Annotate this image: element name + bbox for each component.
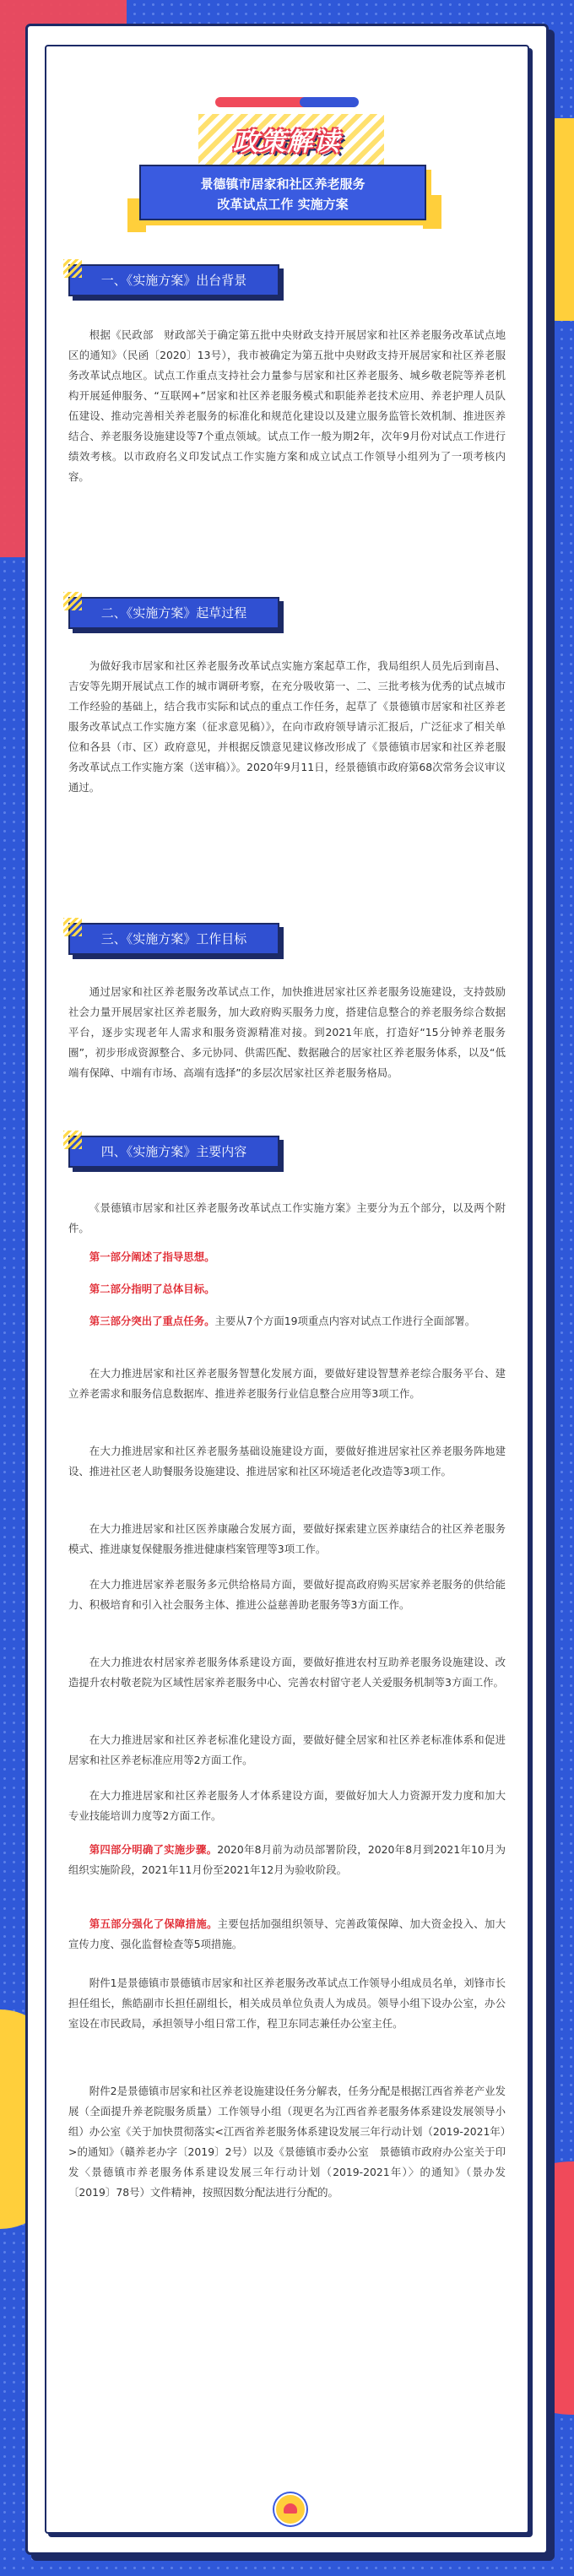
task-paragraph-5: 在大力推进农村居家养老服务体系建设方面，要做好推进农村互助养老服务设施建设、改造提升农村敬老院为区域性居家养老服务中心、完善农村留守老人关爱服务机制等3方面工作。 bbox=[68, 1656, 506, 1689]
article-frame bbox=[45, 45, 529, 2534]
part-5-paragraph bbox=[68, 1914, 506, 1955]
part-3-rest: 主要从7个方面19项重点内容对试点工作进行全面部署。 bbox=[214, 1315, 476, 1327]
task-paragraph-2: 在大力推进居家和社区养老服务基础设施建设方面，要做好推进居家社区养老服务阵地建设、推进社区老人助餐服务设施建设、推进居家和社区环境适老化改造等3项工作。 bbox=[68, 1445, 506, 1478]
part-4-paragraph bbox=[68, 1840, 506, 1880]
part-2-line: 第二部分指明了总体目标。 bbox=[89, 1283, 215, 1295]
article-card bbox=[25, 24, 549, 2555]
section-heading-4: 四、《实施方案》主要内容 bbox=[68, 1136, 279, 1168]
header-pill-blue bbox=[300, 97, 359, 107]
task-paragraph-4: 在大力推进居家养老服务多元供给格局方面，要做好提高政府购买居家养老服务的供给能力、积极培育和引入社会服务主体、推进公益慈善助老服务等3方面工作。 bbox=[68, 1578, 506, 1611]
subtitle-line-1: 景德镇市居家和社区养老服务 bbox=[200, 176, 366, 192]
subtitle-line-2: 改革试点工作 实施方案 bbox=[217, 197, 349, 212]
section-3-paragraph: 通过居家和社区养老服务改革试点工作，加快推进居家社区养老服务设施建设，支持鼓励社会力量开展居家社区养老服务，加大政府购买服务力度，搭建信息整合的养老服务综合数据平台，逐步实现老年人需求和服务资源精准对接。到2021年底，打造好“15分钟养老服务圈”，初步形成资源整合、多元协同、供需匹配、数据融合的居家社区养老服务体系，以及“低端有保障、中端有市场、高端有选择”的多层次居家社区养老服务格局。 bbox=[68, 985, 506, 1079]
part-1-line: 第一部分阐述了指导思想。 bbox=[89, 1250, 215, 1263]
section-4-intro: 《景德镇市居家和社区养老服务改革试点工作实施方案》主要分为五个部分，以及两个附件。 bbox=[68, 1201, 506, 1234]
part-5-rest: 主要包括加强组织领导、完善政策保障、加大资金投入、加大宣传力度、强化监督检查等5项措施。 bbox=[68, 1917, 506, 1950]
task-paragraph-3: 在大力推进居家和社区医养康融合发展方面，要做好探索建立医养康结合的社区养老服务模式、推进康复保健服务推进健康档案管理等3项工作。 bbox=[68, 1522, 506, 1555]
page-title: 政策解读 bbox=[233, 127, 341, 157]
part-5-lead: 第五部分强化了保障措施。 bbox=[89, 1917, 218, 1930]
section-heading-3: 三、《实施方案》工作目标 bbox=[68, 923, 279, 955]
section-heading-1: 一、《实施方案》出台背景 bbox=[68, 264, 279, 296]
section-1-paragraph: 根据《民政部 财政部关于确定第五批中央财政支持开展居家和社区养老服务改革试点地区的通知》（民函〔2020〕13号），我市被确定为第五批中央财政支持开展居家和社区养老服务改革试点地区。试点工作重点支持社会力量参与居家和社区养老服务、城乡敬老院等养老机构开展延伸服务、“互联网+”居家和社区养老服务模式和职能养老技术应用、养老护理人员队伍建设、推动完善相关养老服务的标准化和规范化建设以及建立服务监管长效机制、推进医养结合、养老服务设施建设等7个重点领域。试点工作一般为期2年，次年9月份对试点工作进行绩效考核。以市政府名义印发试点工作实施方案和成立试点工作领导小组列为了一项考核内容。 bbox=[68, 328, 506, 483]
part-3-lead: 第三部分突出了重点任务。 bbox=[89, 1315, 215, 1327]
part-4-lead: 第四部分明确了实施步骤。 bbox=[89, 1843, 218, 1856]
part-3-paragraph bbox=[68, 1311, 506, 1331]
task-paragraph-1: 在大力推进居家和社区养老服务智慧化发展方面，要做好建设智慧养老综合服务平台、建立养老需求和服务信息数据库、推进养老服务行业信息整合应用等3项工作。 bbox=[68, 1367, 506, 1400]
logo-icon bbox=[274, 2493, 306, 2525]
section-heading-2: 二、《实施方案》起草过程 bbox=[68, 597, 279, 629]
attachment-1-paragraph: 附件1是景德镇市景德镇市居家和社区养老服务改革试点工作领导小组成员名单，刘锋市长担任组长，熊皓副市长担任副组长，相关成员单位负责人为成员。领导小组下设办公室，办公室设在市民政局，承担领导小组日常工作，程卫东同志兼任办公室主任。 bbox=[68, 1977, 506, 2030]
part-4-rest: 2020年8月前为动员部署阶段，2020年8月到2021年10月为组织实施阶段，2021年11月份至2021年12月为验收阶段。 bbox=[68, 1843, 506, 1876]
task-paragraph-6: 在大力推进居家和社区养老标准化建设方面，要做好健全居家和社区养老标准体系和促进居家和社区养老标准应用等2方面工作。 bbox=[68, 1733, 506, 1766]
section-2-paragraph: 为做好我市居家和社区养老服务改革试点实施方案起草工作，我局组织人员先后到南昌、吉安等先期开展试点工作的城市调研考察，在充分吸收第一、二、三批考核为优秀的试点城市工作经验的基础上，结合我市实际和试点的重点工作任务，起草了《景德镇市居家和社区养老服务改革试点工作实施方案（征求意见稿）》，在向市政府领导请示汇报后，广泛征求了相关单位和各县（市、区）政府意见，并根据反馈意见建议修改形成了《景德镇市居家和社区养老服务改革试点工作实施方案（送审稿）》。2020年9月11日，经景德镇市政府第68次常务会议审议通过。 bbox=[68, 659, 506, 794]
attachment-2-paragraph: 附件2是景德镇市居家和社区养老设施建设任务分解表，任务分配是根据江西省养老产业发展（全面提升养老院服务质量）工作领导小组（现更名为江西省养老服务体系建设发展领导小组）办公室《关于加快贯彻落实<江西省养老服务体系建设发展三年行动计划（2019-2021年）>的通知》（赣养老办字〔2019〕2号）以及《景德镇市委办公室 景德镇市政府办公室关于印发〈景德镇市养老服务体系建设发展三年行动计划（2019-2021年）〉的通知》（景办发〔2019〕78号）文件精神，按照因数分配法进行分配的。 bbox=[68, 2085, 506, 2199]
task-paragraph-7: 在大力推进居家和社区养老服务人才体系建设方面，要做好加大人力资源开发力度和加大专业技能培训力度等2方面工作。 bbox=[68, 1789, 506, 1822]
header bbox=[46, 46, 528, 258]
